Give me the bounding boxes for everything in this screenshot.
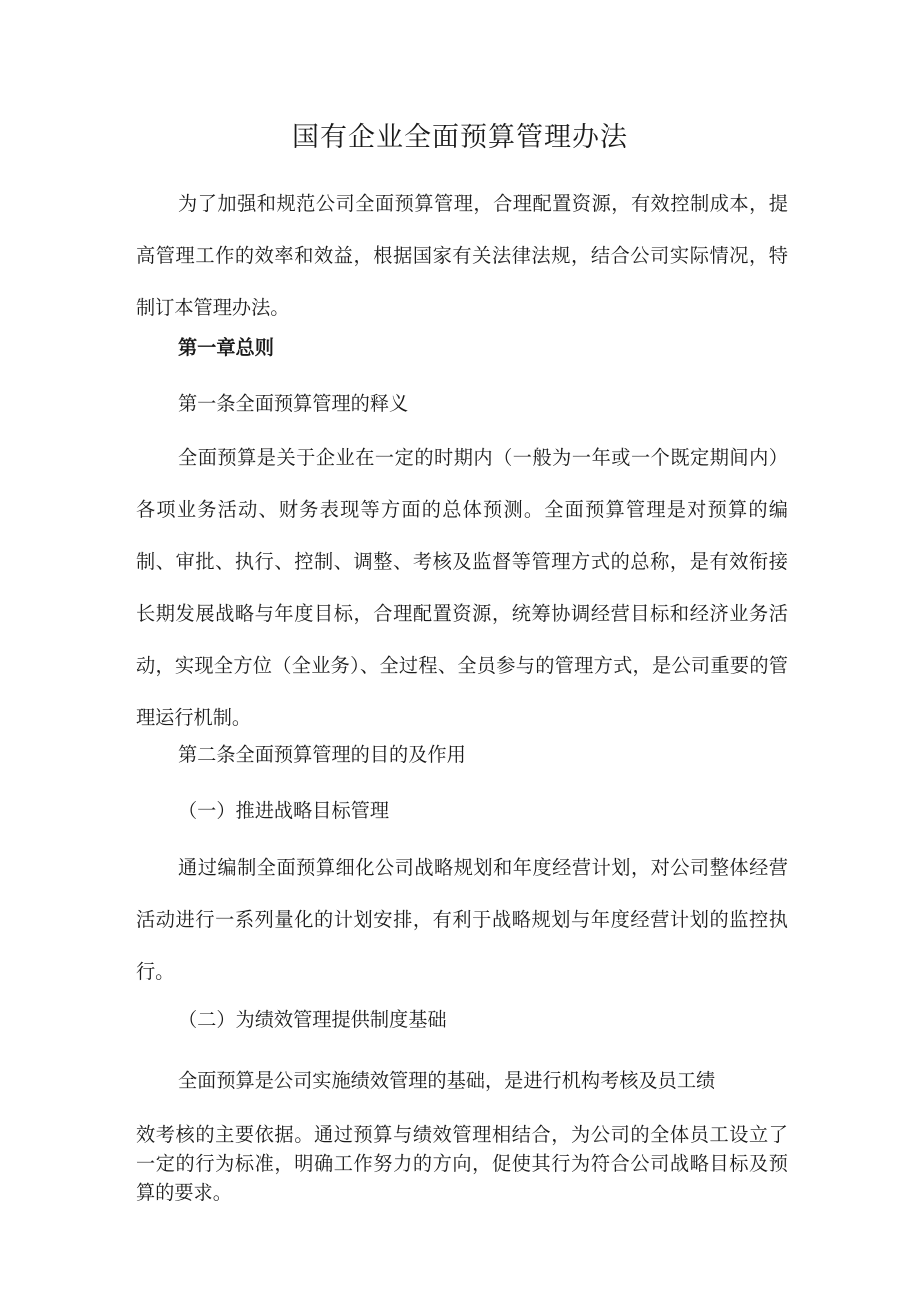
- section-2-body-first-line: 全面预算是公司实施绩效管理的基础，是进行机构考核及员工绩: [178, 1069, 716, 1092]
- intro-paragraph: 为了加强和规范公司全面预算管理，合理配置资源，有效控制成本，提高管理工作的效率和效益，根据国家有关法律法规，结合公司实际情况，特制订本管理办法。: [136, 192, 788, 319]
- document-title: 国有企业全面预算管理办法: [292, 122, 628, 153]
- section-2-heading: （二）为绩效管理提供制度基础: [178, 1008, 447, 1031]
- chapter-1-heading: 第一章总则: [178, 336, 274, 359]
- article-1-heading: 第一条全面预算管理的释义: [178, 392, 409, 415]
- section-2-body-continued: 效考核的主要依据。通过预算与绩效管理相结合，为公司的全体员工设立了一定的行为标准，明确工作努力的方向，促使其行为符合公司战略目标及预算的要求。: [136, 1123, 788, 1204]
- article-1-body: 全面预算是关于企业在一定的时期内（一般为一年或一个既定期间内）各项业务活动、财务表现等方面的总体预测。全面预算管理是对预算的编制、审批、执行、控制、调整、考核及监督等管理方式的总称，是有效衔接长期发展战略与年度目标，合理配置资源，统筹协调经营目标和经济业务活动，实现全方位（全业务）、全过程、全员参与的管理方式，是公司重要的管理运行机制。: [136, 446, 788, 729]
- article-2-heading: 第二条全面预算管理的目的及作用: [178, 743, 466, 766]
- section-1-body: 通过编制全面预算细化公司战略规划和年度经营计划，对公司整体经营活动进行一系列量化的计划安排，有利于战略规划与年度经营计划的监控执行。: [136, 856, 788, 983]
- section-1-heading: （一）推进战略目标管理: [178, 799, 390, 822]
